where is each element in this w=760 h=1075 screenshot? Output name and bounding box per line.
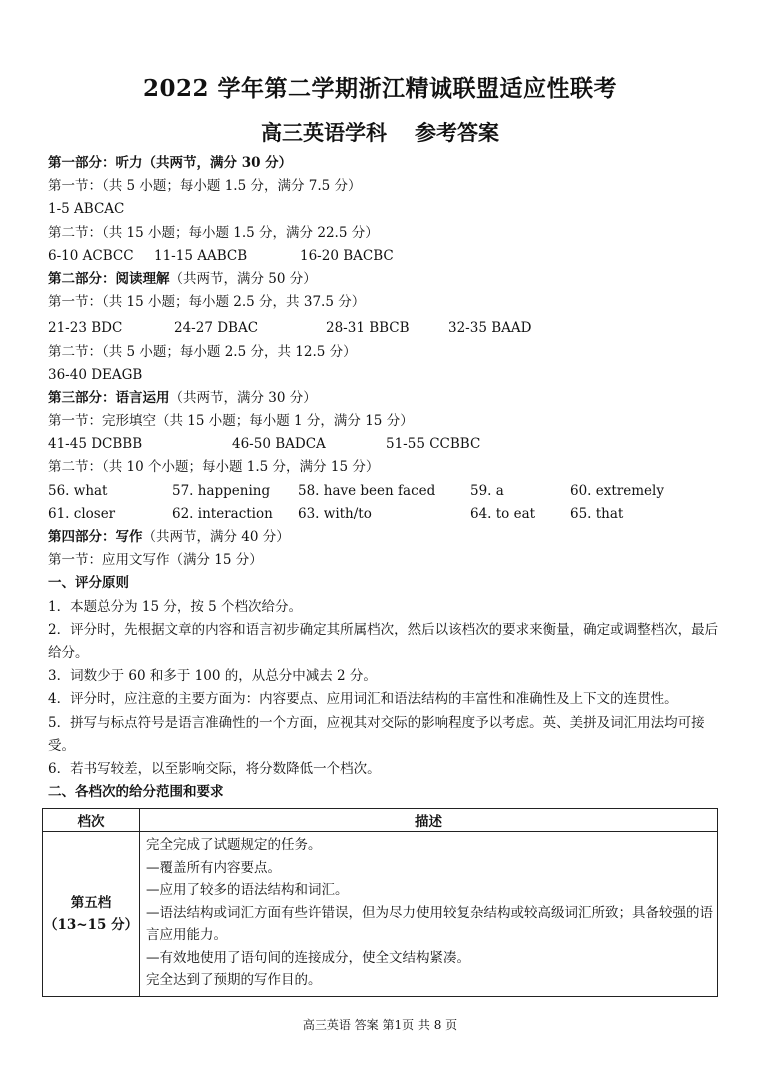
answer-group: 6-10 ACBCC — [48, 247, 134, 264]
description-cell — [140, 832, 718, 997]
part3-answers-row1 — [48, 480, 720, 503]
answer-item: 65. that — [570, 505, 624, 522]
answer-item: 63. with/to — [298, 505, 372, 522]
table-row — [43, 832, 718, 997]
part4-section1: 第一节：应用文写作（满分 15 分） — [48, 552, 263, 569]
answer-label: 参考答案 — [415, 120, 499, 145]
part3-section1-answers — [48, 433, 720, 456]
answer-item: 56. what — [48, 482, 108, 499]
part4-heading-rest: （共两节，满分 40 分） — [142, 529, 290, 545]
answer-group: 41-45 DCBBB — [48, 436, 143, 453]
desc-line: 完全完成了试题规定的任务。 — [146, 837, 322, 853]
part3-section1: 第一节：完形填空（共 15 小题；每小题 1 分，满分 15 分） — [48, 413, 414, 430]
answer-group: 16-20 BACBC — [300, 247, 394, 264]
exam-title: 2022 学年第二学期浙江精诚联盟适应性联考 — [142, 75, 618, 102]
part1-section1-answers: 1-5 ABCAC — [48, 201, 125, 218]
exam-subtitle — [0, 117, 760, 147]
part2-heading-rest: （共两节，满分 50 分） — [169, 270, 317, 287]
answer-item: 58. have been faced — [298, 482, 436, 499]
desc-line: —覆盖所有内容要点。 — [146, 859, 281, 876]
desc-line: —有效地使用了语句间的连接成分，使全文结构紧凑。 — [146, 949, 470, 966]
answer-group: 11-15 AABCB — [154, 247, 248, 264]
part2-section1-answers — [48, 317, 720, 340]
answer-group: 24-27 DBAC — [174, 320, 259, 337]
principle-item: 5．拼写与标点符号是语言准确性的一个方面，应视其对交际的影响程度予以考虑。英、美拼及词汇用法均可接受。 — [48, 714, 705, 754]
level-cell — [43, 832, 140, 997]
principle-item: 6．若书写较差，以至影响交际，将分数降低一个档次。 — [48, 760, 381, 777]
page-footer: 高三英语 答案 第1页 共 8 页 — [302, 1018, 458, 1032]
col-level-header: 档次 — [43, 809, 140, 832]
answer-group: 21-23 BDC — [48, 320, 123, 337]
table-header-row — [43, 809, 718, 832]
part3-heading — [48, 387, 720, 410]
answer-item: 60. extremely — [570, 482, 664, 499]
answer-group: 28-31 BBCB — [326, 320, 410, 337]
answer-item: 57. happening — [172, 482, 271, 499]
answer-item: 59. a — [470, 482, 504, 499]
part3-heading-rest: （共两节，满分 30 分） — [169, 389, 317, 406]
principle-item: 1．本题总分为 15 分，按 5 个档次给分。 — [48, 598, 303, 615]
answer-group: 51-55 CCBBC — [386, 436, 481, 453]
part1-section2: 第二节：（共 15 小题；每小题 1.5 分，满分 22.5 分） — [48, 224, 379, 241]
desc-line: —语法结构或词汇方面有些许错误，但为尽力使用较复杂结构或较高级词汇所致；具备较强的语言应用能力。 — [146, 904, 713, 943]
principle-item: 4．评分时，应注意的主要方面为：内容要点、应用词汇和语法结构的丰富性和准确性及上下文的连贯性。 — [48, 691, 678, 708]
principles-heading: 一、评分原则 — [48, 575, 129, 592]
desc-line: 完全达到了预期的写作目的。 — [146, 972, 322, 988]
level-range: （13~15 分） — [44, 916, 139, 933]
col-desc-header: 描述 — [140, 809, 718, 832]
part4-heading — [48, 526, 720, 549]
part2-heading — [48, 268, 720, 291]
principle-item: 3．词数少于 60 和多于 100 的，从总分中减去 2 分。 — [48, 668, 377, 685]
answer-item: 64. to eat — [470, 505, 536, 522]
answer-item: 61. closer — [48, 505, 116, 522]
part2-section2: 第二节：（共 5 小题；每小题 2.5 分，共 12.5 分） — [48, 343, 357, 360]
grading-table — [42, 808, 718, 997]
level-name: 第五档 — [70, 894, 112, 911]
part4-heading-bold: 第四部分：写作 — [48, 529, 143, 545]
levels-heading: 二、各档次的给分范围和要求 — [48, 784, 224, 801]
answer-item: 62. interaction — [172, 505, 273, 522]
part3-heading-bold: 第三部分：语言运用 — [48, 389, 170, 406]
answer-content — [48, 152, 720, 804]
answer-group: 32-35 BAAD — [448, 320, 532, 337]
subject-label: 高三英语学科 — [261, 120, 387, 145]
part1-section1: 第一节：（共 5 小题；每小题 1.5 分，满分 7.5 分） — [48, 178, 362, 195]
part2-section2-answers: 36-40 DEAGB — [48, 366, 143, 383]
part3-answers-row2 — [48, 503, 720, 526]
principle-item: 2．评分时，先根据文章的内容和语言初步确定其所属档次，然后以该档次的要求来衡量，确定或调整档次，最后给分。 — [48, 621, 719, 661]
desc-line: —应用了较多的语法结构和词汇。 — [146, 882, 349, 898]
part3-section2: 第二节：（共 10 个小题；每小题 1.5 分，满分 15 分） — [48, 459, 380, 476]
part1-section2-answers — [48, 245, 720, 268]
part1-heading: 第一部分：听力（共两节，满分 30 分） — [48, 155, 293, 171]
part2-section1: 第一节：（共 15 小题；每小题 2.5 分，共 37.5 分） — [48, 294, 366, 311]
part2-heading-bold: 第二部分：阅读理解 — [48, 270, 170, 287]
answer-group: 46-50 BADCA — [232, 436, 326, 453]
